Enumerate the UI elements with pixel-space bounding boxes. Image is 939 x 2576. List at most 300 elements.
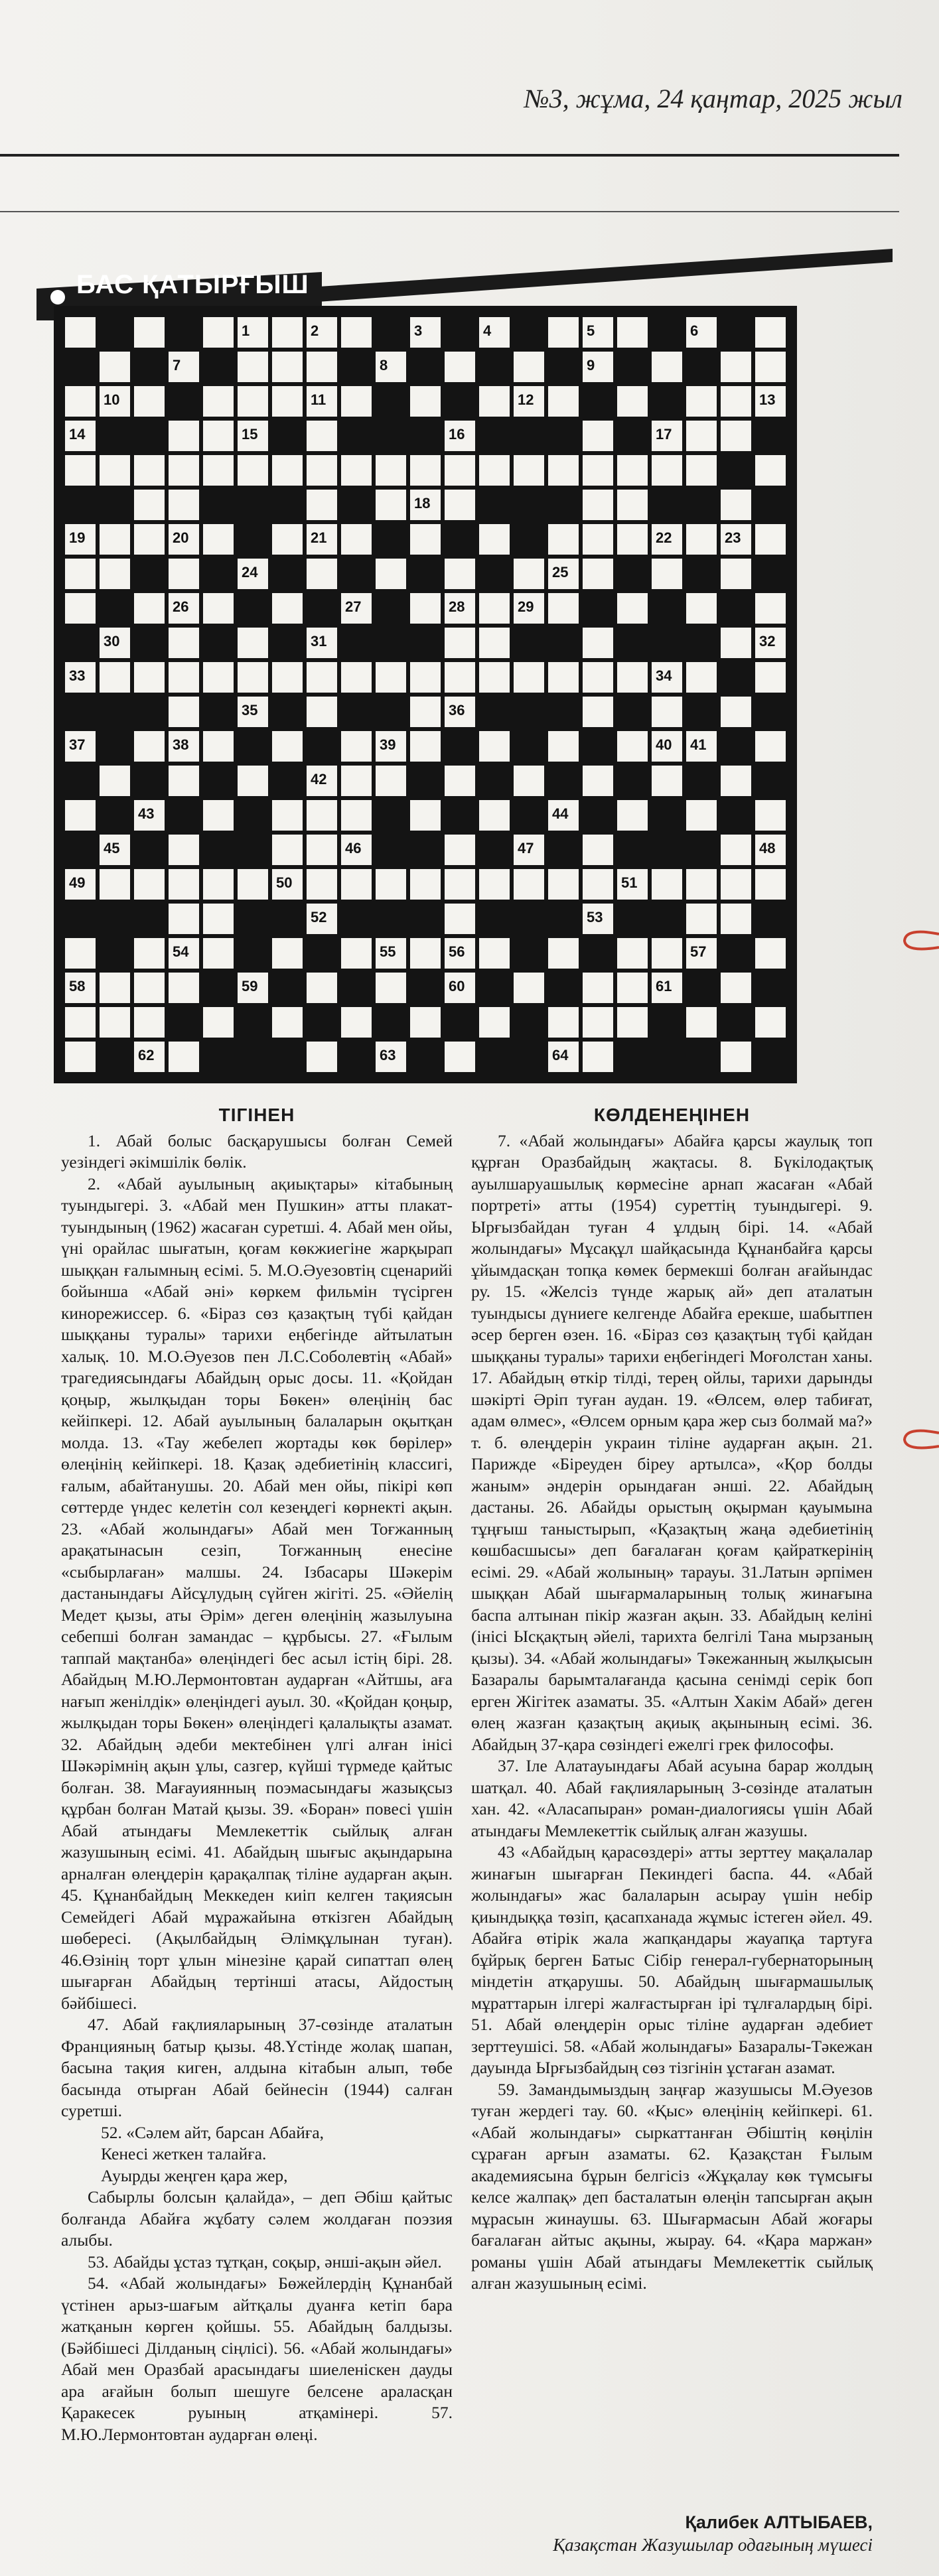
crossword-cell xyxy=(514,455,544,486)
crossword-cell xyxy=(134,317,165,348)
crossword-cell xyxy=(514,352,544,382)
crossword-cell xyxy=(617,386,648,417)
crossword-cell xyxy=(410,1007,441,1038)
crossword-cell xyxy=(583,455,613,486)
crossword-number: 25 xyxy=(552,564,569,580)
crossword-cell xyxy=(721,869,751,900)
across-clue-paragraph: 7. «Абай жолындағы» Абайға қарсы жаулық топ құрған Оразбайдың жақтасы. 8. Бүкілодақтық ауылшаруашылық көрмесіне арнап жасаған «Абай портреті» атты (1954) суреттің туындыгері. 9. Ырғызбайдан туған 4 ұлдың бірі. 14. «Абай жолындағы» Мұсақұл шайқасында Құнанбайға қарсы ұйымдасқан топқа көмек бермекші болған ағайындас ру. 15. «Желсіз түнде жарық ай» деп аталатын туындысы дүниеге келгенде Абайға ерекше, шабытпен әсер берген өзен. 16. «Біраз сөз қазақтың түбі қайдан шыққаны туралы» тарихи еңбегіндегі Моғолстан ханы. 17. Абайдың өткір тілді, терең ойлы, тарихи дарынды шәкірті Әріп туған аудан. 19. «Өлсем, өлер табиғат, адам өлмес», «Өлсем орным қара жер сыз болмай ма?» т. б. өлеңдерін украин тіліне аударған ақын. 21. Парижде «Біреуден біреу артылса», «Қор болды жаным» әндерін орындаған әнші. 22. Абайдың дастаны. 26. Абайды орыстың оқырман қауымына тұңғыш таныстырып, «Қазақтың жаңа әдебиетінің көшбасшысы» деп бағалаған қоғам қайраткерінің есімі. 29. «Абай жолының» тарауы. 31.Латын әрпімен шыққан Абай шығармаларының толық жинағына баспа алтынан пікір жазған ақын. 33. Абайдың келіні (інісі Ысқақтың әйелі, тарихта белгілі Тана мырзаның қызы). 34. «Абай жолындағы» Тәкежанның жылқысын Базаралы барымталағанда қасына сенімді серік боп ерген Жігітек азаматы. 35. «Алтын Хакім Абай» деген өлең жазған қазақтың ақиық ақынының есімі. 36. Абайдың 37-қара сөзіндегі ежелгі грек философы. xyxy=(471,1130,873,1754)
crossword-cell xyxy=(686,421,717,451)
crossword-cell xyxy=(721,352,751,382)
crossword-number: 9 xyxy=(587,357,595,373)
crossword-cell xyxy=(548,386,579,417)
crossword-cell xyxy=(341,524,372,555)
crossword-number: 23 xyxy=(725,529,741,546)
crossword-cell xyxy=(652,697,682,727)
crossword-cell xyxy=(203,731,234,762)
crossword-cell xyxy=(617,524,648,555)
crossword-cell xyxy=(410,662,441,693)
crossword-cell xyxy=(445,352,475,382)
crossword-cell xyxy=(548,938,579,969)
crossword-cell xyxy=(65,386,96,417)
crossword-cell xyxy=(272,1007,303,1038)
crossword-cell xyxy=(548,593,579,624)
down-clue-paragraph: 2. «Абай ауылының ақиықтары» кітабының туындыгері. 3. «Абай мен Пушкин» атты плакат- туындының (1962) жасаған суретші. 4. Абай мен ойы, үні орайлас шығатын, қоғам көкжиегіне жарқырап шыққан ғалымның есімі. 5. М.О.Әуезовтің сценарийі бойынша «Абай әні» көркем фильмін түсірген кинорежиссер. 6. «Біраз сөз қазақтың түбі қайдан шыққаны туралы» тарихи еңбегінде айтылатын халық. 10. М.О.Әуезов пен Л.С.Соболевтің «Абай» трагедиясындағы Абайдың орыс досы. 11. «Қойдан қоңыр, жылқыдан торы Бөкен» өлеңінің бас кейіпкері. 12. Абай ауылының балаларын оқытқан молда. 13. «Тау жебелеп жортады көк бөрілер» өлеңінің кейіпкері. 18. Қазақ әдебиетінің классигі, ғалым, абайтанушы. 20. Абай мен ойы, пікірі көп сөттерде үндес келетін сол кезеңдегі көрнекті ақын. 23. «Абай жолындағы» Абай мен Тоғжанның арақатынасын сезіп, Тоғжанның енесіне «сыбырлаған» малшы. 24. Ізбасары Шәкерім дастанындағы Айсұлудың сүйген жігіті. 25. «Әйелің Медет қызы, аты Әрім» деген өлеңінің жазылуына себепші болған замандас – құрбысы. 27. «Ғылым таппай мақтанба» өлеңіндегі бес асыл істің бірі. 28. Абайдың М.Ю.Лермонтовтан аударған «Айтшы, аға нағып женілдік» өлеңіндегі ауыл. 30. «Қойдан қоңыр, жылқыдан торы Бөкен» өлеңіндегі қалалықты азамат. 32. Абайдың әдеби мектебінен үлгі алған інісі Шәкәрімнің ақын ұлы, сазгер, күйші түрмеде қайтыс болған. 38. Мағауиянның поэмасындағы жазықсыз құрбан болған Матай қызы. 39. «Боран» повесі үшін Абай атындағы Мемлекеттік сыйлық алған жазушының есімі. 41. Абайдың шығыс ақындарына арналған өлеңдерін қарақалпақ тіліне аударған ақын. 45. Құнанбайдың Меккеден киіп келген тақиясын Семейдегі Абай мұражайына өткізген Абайдың шөбересі. (Ақылбайдың Әлімқұлынан туған). 46.Өзінің торт ұлын мінезіне қарай сипаттап өлең шығарған Абайдың тертінші атасы, Айдостың бәйбішесі. xyxy=(61,1174,453,2013)
across-heading: КӨЛДЕНЕҢІНЕН xyxy=(593,1105,751,1125)
crossword-cell xyxy=(134,662,165,693)
crossword-cell xyxy=(169,766,199,796)
crossword-number: 24 xyxy=(242,564,258,580)
crossword-cell xyxy=(686,386,717,417)
crossword-cell xyxy=(169,835,199,865)
crossword-number: 20 xyxy=(173,529,189,546)
crossword-cell xyxy=(169,904,199,934)
author-signature xyxy=(471,2511,873,2556)
crossword-number: 47 xyxy=(518,840,534,856)
crossword-cell xyxy=(134,524,165,555)
crossword-cell xyxy=(272,317,303,348)
crossword-cell xyxy=(238,766,268,796)
poem-line: Сабырлы болсын қалайда», – деп Әбіш қайтыс болғанда Абайға жұбату сәлем жолдаған поэзия алыбы. xyxy=(61,2187,453,2250)
crossword-cell xyxy=(307,869,337,900)
crossword-cell xyxy=(721,628,751,658)
crossword-number: 10 xyxy=(104,391,120,408)
crossword-cell xyxy=(617,731,648,762)
crossword-number: 57 xyxy=(690,943,707,960)
across-clue-paragraph: 37. Іле Алатауындағы Абай асуына барар жолдың шатқал. 40. Абай ғақлияларының 3-сөзінде аталатын хан. 42. «Аласапыран» роман-диалогиясы үшін Абай атындағы Мемлекеттік сыйлық алған жазушы. xyxy=(471,1756,873,1840)
crossword-number: 29 xyxy=(518,598,534,615)
crossword-cell xyxy=(65,800,96,831)
crossword-number: 58 xyxy=(69,978,86,994)
crossword-cell xyxy=(134,938,165,969)
crossword-cell xyxy=(134,869,165,900)
crossword-cell xyxy=(341,386,372,417)
across-clues-column xyxy=(471,1105,873,2295)
crossword-cell xyxy=(514,662,544,693)
crossword-number: 15 xyxy=(242,426,258,442)
crossword-cell xyxy=(617,662,648,693)
crossword-number: 4 xyxy=(483,322,492,339)
crossword-cell xyxy=(514,766,544,796)
crossword-cell xyxy=(272,938,303,969)
crossword-cell xyxy=(169,490,199,520)
crossword-number: 21 xyxy=(311,529,327,546)
crossword-cell xyxy=(583,1007,613,1038)
crossword-number: 56 xyxy=(449,943,465,960)
crossword-cell xyxy=(272,800,303,831)
crossword-cell xyxy=(583,662,613,693)
crossword-svg xyxy=(36,302,866,1063)
down-clue-paragraph: 47. Абай ғақлияларының 37-сөзінде аталатын Францияның батыр қызы. 48.Үстінде жолақ шапан, басына тақия киген, алдына кітабын алып, төбе басында отырған Абай бейнесін (1944) салған суретші. xyxy=(61,2015,453,2120)
crossword-cell xyxy=(617,973,648,1003)
crossword-cell xyxy=(686,455,717,486)
crossword-cell xyxy=(548,455,579,486)
crossword-cell xyxy=(548,662,579,693)
crossword-cell xyxy=(652,455,682,486)
crossword-cell xyxy=(65,317,96,348)
crossword-cell xyxy=(583,835,613,865)
crossword-cell xyxy=(65,455,96,486)
crossword-cell xyxy=(134,455,165,486)
crossword-cell xyxy=(721,835,751,865)
crossword-cell xyxy=(686,662,717,693)
crossword-cell xyxy=(583,559,613,589)
crossword-cell xyxy=(652,352,682,382)
crossword-cell xyxy=(341,869,372,900)
crossword-cell xyxy=(134,386,165,417)
crossword-number: 5 xyxy=(587,322,595,339)
crossword-number: 38 xyxy=(173,736,189,753)
crossword-cell xyxy=(203,421,234,451)
crossword-cell xyxy=(479,593,510,624)
crossword-cell xyxy=(721,386,751,417)
crossword-cell xyxy=(652,938,682,969)
crossword-cell xyxy=(583,490,613,520)
crossword-number: 50 xyxy=(276,874,293,891)
crossword-cell xyxy=(479,386,510,417)
crossword-number: 64 xyxy=(552,1047,569,1063)
crossword-cell xyxy=(376,559,406,589)
crossword-number: 40 xyxy=(656,736,672,753)
crossword-cell xyxy=(686,593,717,624)
crossword-number: 31 xyxy=(311,633,327,649)
crossword-cell xyxy=(169,973,199,1003)
crossword-cell xyxy=(100,352,130,382)
crossword-cell xyxy=(583,869,613,900)
crossword-cell xyxy=(479,1007,510,1038)
crossword-cell xyxy=(583,628,613,658)
crossword-cell xyxy=(341,938,372,969)
crossword-cell xyxy=(410,800,441,831)
crossword-number: 30 xyxy=(104,633,120,649)
crossword-number: 33 xyxy=(69,667,86,684)
crossword-cell xyxy=(341,766,372,796)
crossword-cell xyxy=(410,455,441,486)
crossword-number: 13 xyxy=(759,391,776,408)
poem-line: Ауырды жеңген қара жер, xyxy=(101,2165,288,2185)
crossword-cell xyxy=(203,455,234,486)
crossword-cell xyxy=(445,869,475,900)
crossword-cell xyxy=(307,973,337,1003)
crossword-cell xyxy=(169,628,199,658)
crossword-number: 45 xyxy=(104,840,120,856)
crossword-cell xyxy=(479,524,510,555)
crossword-number: 53 xyxy=(587,909,603,925)
crossword-cell xyxy=(410,593,441,624)
crossword-cell xyxy=(100,559,130,589)
crossword-cell xyxy=(410,386,441,417)
crossword-number: 2 xyxy=(311,322,319,339)
crossword-cell xyxy=(686,1007,717,1038)
crossword-number: 1 xyxy=(242,322,250,339)
crossword-cell xyxy=(514,559,544,589)
crossword-number: 49 xyxy=(69,874,86,891)
crossword-cell xyxy=(686,800,717,831)
crossword-cell xyxy=(169,421,199,451)
crossword-number: 28 xyxy=(449,598,465,615)
down-clue-paragraph: 54. «Абай жолындағы» Бөжейлердің Құнанбай үстінен арыз-шағым айтқалы дуанға кетіп бара жатқанын көрген қойшы. 55. Абайдың балдызы. (Бәйбішесі Ділданың сіңлісі). 56. «Абай жолындағы» Абай мен Оразбай арасындағы шиеленіскен дауды ара ағайын болып шешуге белсене араласқан Қаракесек руының атқамінері. 57. М.Ю.Лермонтовтан аударған өлеңі. xyxy=(61,2273,453,2444)
crossword-cell xyxy=(721,904,751,934)
crossword-cell xyxy=(134,1007,165,1038)
crossword-cell xyxy=(100,973,130,1003)
crossword-cell xyxy=(100,524,130,555)
crossword-cell xyxy=(514,869,544,900)
crossword-number: 34 xyxy=(656,667,672,684)
crossword-cell xyxy=(445,904,475,934)
crossword-cell xyxy=(341,800,372,831)
crossword-cell xyxy=(479,800,510,831)
crossword-cell xyxy=(307,835,337,865)
crossword-cell xyxy=(583,524,613,555)
crossword-cell xyxy=(686,524,717,555)
crossword-cell xyxy=(755,869,786,900)
crossword-cell xyxy=(479,938,510,969)
crossword-number: 6 xyxy=(690,322,699,339)
crossword-number: 7 xyxy=(173,357,181,373)
crossword-number: 17 xyxy=(656,426,672,442)
crossword-cell xyxy=(445,455,475,486)
crossword-cell xyxy=(548,869,579,900)
crossword-number: 22 xyxy=(656,529,672,546)
crossword-cell xyxy=(479,628,510,658)
crossword-number: 61 xyxy=(656,978,672,994)
crossword-number: 26 xyxy=(173,598,189,615)
crossword-cell xyxy=(548,731,579,762)
crossword-cell xyxy=(548,1007,579,1038)
crossword-cell xyxy=(376,455,406,486)
crossword-cell xyxy=(169,455,199,486)
issue-line: №3, жұма, 24 қаңтар, 2025 жыл xyxy=(524,84,903,113)
crossword-cell xyxy=(376,662,406,693)
crossword-cell xyxy=(721,559,751,589)
crossword-number: 60 xyxy=(449,978,465,994)
crossword-cell xyxy=(755,1007,786,1038)
crossword-cell xyxy=(445,628,475,658)
crossword-number: 32 xyxy=(759,633,776,649)
crossword-cell xyxy=(307,697,337,727)
crossword-cell xyxy=(376,869,406,900)
down-clue-paragraph: 53. Абайды ұстаз тұтқан, соқыр, әнші-ақын әйел. xyxy=(88,2252,442,2271)
crossword-number: 39 xyxy=(380,736,396,753)
crossword-cell xyxy=(410,869,441,900)
crossword-cell xyxy=(445,1042,475,1072)
crossword-cell xyxy=(238,662,268,693)
crossword-cell xyxy=(341,317,372,348)
crossword-cell xyxy=(755,524,786,555)
crossword-cell xyxy=(479,455,510,486)
crossword-number: 18 xyxy=(414,495,431,511)
header-rule xyxy=(0,154,899,157)
crossword-cell xyxy=(65,938,96,969)
crossword-cell xyxy=(755,455,786,486)
author-name: Қалибек АЛТЫБАЕВ, xyxy=(685,2512,873,2532)
crossword-cell xyxy=(410,524,441,555)
crossword-cell xyxy=(686,869,717,900)
crossword-number: 11 xyxy=(311,391,326,408)
crossword-number: 19 xyxy=(69,529,86,546)
crossword-number: 62 xyxy=(138,1047,155,1063)
crossword-number: 37 xyxy=(69,736,86,753)
crossword-cell xyxy=(272,352,303,382)
crossword-cell xyxy=(376,973,406,1003)
crossword-number: 52 xyxy=(311,909,327,925)
crossword-cell xyxy=(617,455,648,486)
crossword-cell xyxy=(169,697,199,727)
crossword-number: 44 xyxy=(552,805,569,822)
crossword-cell xyxy=(479,731,510,762)
crossword-cell xyxy=(548,524,579,555)
crossword-grid xyxy=(36,302,866,1063)
crossword-number: 55 xyxy=(380,943,396,960)
crossword-cell xyxy=(65,593,96,624)
crossword-cell xyxy=(307,352,337,382)
crossword-cell xyxy=(721,697,751,727)
crossword-cell xyxy=(617,317,648,348)
crossword-cell xyxy=(238,386,268,417)
crossword-cell xyxy=(755,662,786,693)
crossword-cell xyxy=(307,490,337,520)
crossword-number: 48 xyxy=(759,840,776,856)
crossword-cell xyxy=(307,421,337,451)
crossword-number: 59 xyxy=(242,978,258,994)
crossword-number: 12 xyxy=(518,391,534,408)
crossword-cell xyxy=(445,662,475,693)
down-clue-paragraph: 1. Абай болыс басқарушысы болған Семей уезіндегі әкімшілік бөлік. xyxy=(61,1130,453,1172)
crossword-cell xyxy=(169,1042,199,1072)
crossword-cell xyxy=(203,524,234,555)
crossword-cell xyxy=(755,352,786,382)
crossword-cell xyxy=(617,800,648,831)
crossword-cell xyxy=(583,697,613,727)
crossword-cell xyxy=(341,731,372,762)
crossword-cell xyxy=(134,593,165,624)
crossword-cell xyxy=(652,869,682,900)
crossword-cell xyxy=(755,938,786,969)
crossword-cell xyxy=(203,317,234,348)
crossword-cell xyxy=(755,731,786,762)
crossword-cell xyxy=(100,869,130,900)
crossword-cell xyxy=(169,869,199,900)
crossword-number: 51 xyxy=(621,874,638,891)
crossword-cell xyxy=(272,662,303,693)
crossword-cell xyxy=(721,973,751,1003)
crossword-cell xyxy=(100,1007,130,1038)
crossword-cell xyxy=(272,731,303,762)
crossword-cell xyxy=(272,524,303,555)
crossword-cell xyxy=(652,766,682,796)
crossword-cell xyxy=(341,662,372,693)
crossword-cell xyxy=(410,731,441,762)
crossword-cell xyxy=(307,455,337,486)
poem-line: Кенесі жеткен талайға. xyxy=(101,2144,267,2163)
author-role: Қазақстан Жазушылар одағының мүшесі xyxy=(553,2535,873,2555)
crossword-cell xyxy=(272,455,303,486)
crossword-number: 16 xyxy=(449,426,465,442)
across-clue-paragraph: 43 «Абайдың қарасөздері» атты зерттеу мақалалар жинағын шығарған Пекиндегі баспа. 44. «Абай жолындағы» жас балаларын асырау үшін небір қиындыққа төзіп, қасапханада жұмыс істеген әйел. 49. Абайға өтірік жала жапқандары жауапқа тартуға бұйрық берген Батыс Сібір генерал-губернаторының міндетін атқарушы. 50. Абайдың шығармашылық мұраттарын ілгері жалғастырған ірі тұлғалардың бірі. 51. Абай өлеңдерін орыс тіліне аударған әдебиет зерттеушісі. 58. «Абай жолындағы» Базаралы-Тәкежан дауында Ырғызбайдың сөз тізгінін ұстаған азамат. xyxy=(471,1842,873,2077)
crossword-cell xyxy=(617,938,648,969)
crossword-number: 36 xyxy=(449,702,465,718)
crossword-number: 46 xyxy=(345,840,362,856)
crossword-cell xyxy=(376,490,406,520)
crossword-cell xyxy=(755,800,786,831)
crossword-cell xyxy=(617,1007,648,1038)
crossword-cell xyxy=(721,1042,751,1072)
crossword-cell xyxy=(341,1007,372,1038)
crossword-cell xyxy=(169,662,199,693)
crossword-cell xyxy=(548,317,579,348)
crossword-cell xyxy=(272,593,303,624)
crossword-cell xyxy=(169,559,199,589)
crossword-number: 3 xyxy=(414,322,423,339)
crossword-cell xyxy=(272,386,303,417)
crossword-cell xyxy=(238,869,268,900)
crossword-cell xyxy=(583,766,613,796)
crossword-cell xyxy=(479,869,510,900)
crossword-number: 63 xyxy=(380,1047,396,1063)
crossword-cell xyxy=(445,559,475,589)
crossword-cell xyxy=(100,662,130,693)
crossword-cell xyxy=(721,490,751,520)
crossword-cell xyxy=(100,455,130,486)
crossword-cell xyxy=(65,1007,96,1038)
crossword-number: 43 xyxy=(138,805,155,822)
crossword-cell xyxy=(583,421,613,451)
crossword-cell xyxy=(203,800,234,831)
binder-clip-icon xyxy=(893,1426,939,1453)
crossword-number: 8 xyxy=(380,357,388,373)
crossword-cell xyxy=(134,490,165,520)
crossword-number: 27 xyxy=(345,598,362,615)
crossword-cell xyxy=(134,731,165,762)
crossword-cell xyxy=(272,835,303,865)
crossword-cell xyxy=(65,559,96,589)
crossword-cell xyxy=(238,352,268,382)
crossword-cell xyxy=(410,938,441,969)
crossword-cell xyxy=(479,662,510,693)
crossword-cell xyxy=(203,386,234,417)
crossword-cell xyxy=(238,455,268,486)
crossword-cell xyxy=(307,1042,337,1072)
crossword-cell xyxy=(583,973,613,1003)
crossword-number: 14 xyxy=(69,426,86,442)
crossword-cell xyxy=(755,317,786,348)
crossword-cell xyxy=(238,628,268,658)
crossword-cell xyxy=(617,593,648,624)
crossword-cell xyxy=(686,904,717,934)
crossword-cell xyxy=(617,490,648,520)
crossword-cell xyxy=(445,766,475,796)
crossword-cell xyxy=(445,490,475,520)
down-clues-column xyxy=(61,1105,453,2445)
poem-intro: 52. «Сәлем айт, барсан Абайға, xyxy=(101,2122,325,2142)
crossword-cell xyxy=(410,697,441,727)
crossword-cell xyxy=(307,800,337,831)
crossword-cell xyxy=(514,973,544,1003)
crossword-cell xyxy=(203,938,234,969)
crossword-cell xyxy=(341,455,372,486)
crossword-cell xyxy=(100,766,130,796)
crossword-cell xyxy=(721,421,751,451)
crossword-cell xyxy=(203,662,234,693)
crossword-cell xyxy=(445,835,475,865)
crossword-cell xyxy=(203,904,234,934)
crossword-cell xyxy=(755,593,786,624)
crossword-cell xyxy=(307,662,337,693)
crossword-cell xyxy=(134,973,165,1003)
crossword-cell xyxy=(203,1007,234,1038)
crossword-cell xyxy=(203,593,234,624)
crossword-number: 41 xyxy=(690,736,707,753)
crossword-cell xyxy=(307,559,337,589)
